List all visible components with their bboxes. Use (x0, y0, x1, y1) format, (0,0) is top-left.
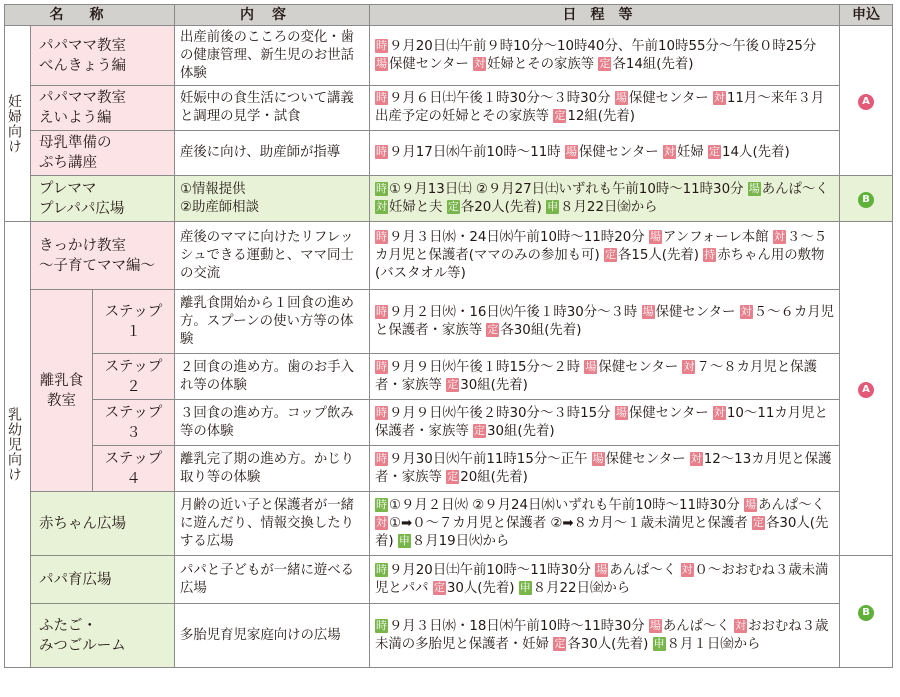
schedule-tag: 定 (752, 515, 764, 529)
schedule-tag: 対 (474, 56, 486, 70)
schedule-text: ８月22日㈮から (560, 199, 658, 215)
program-content (175, 222, 370, 290)
schedule-tag: 場 (585, 359, 597, 373)
schedule-tag: 時 (376, 562, 387, 576)
schedule-text: ９月３日㈬・24日㈬午前10時～11時20分 (389, 229, 649, 245)
table-row (5, 222, 893, 290)
apply-badge-a-icon: A (858, 382, 874, 398)
schedule-text: ９月９日㈫午後１時15分～２時 (389, 359, 585, 375)
schedule-tag: 対 (376, 199, 387, 213)
program-name-line: プレママ (39, 180, 97, 197)
apply-cell-a1 (840, 26, 893, 176)
schedule-text: ①９月２日㈫ ②９月24日㈬いずれも午前10時～11時30分 (389, 497, 745, 513)
apply-badge-b-icon: B (858, 192, 874, 208)
schedule-text: ８月１日㈮から (666, 636, 761, 652)
content-text: ２回食の進め方。歯のお手入れ等の体験 (180, 359, 355, 393)
program-name (31, 222, 175, 290)
header-schedule: 日程等 (370, 5, 840, 26)
schedule-text: 赤ちゃん用の敷物(バスタオル等) (375, 247, 825, 281)
program-name-line: きっかけ教室 (39, 237, 126, 254)
schedule-tag: 対 (681, 562, 693, 576)
program-name-line: ～子育てママ編～ (39, 257, 155, 274)
schedule-text: 各30人(先着) (567, 636, 653, 652)
schedule-tag: 申 (653, 636, 665, 650)
table-row (5, 492, 893, 556)
schedule-tag: 時 (376, 91, 387, 104)
program-name-line: みつごルーム (39, 637, 126, 654)
schedule-tag: 場 (649, 618, 661, 632)
schedule-tag: 定 (709, 145, 721, 158)
program-content (175, 354, 370, 400)
schedule-text: あんぱ～く (609, 562, 681, 578)
schedule-text: 妊婦と夫 (389, 199, 447, 215)
table-row (5, 131, 893, 176)
category-infant: 乳幼児向け (5, 222, 31, 668)
apply-badge-b-icon: B (858, 605, 874, 621)
schedule-tag: 時 (376, 229, 387, 243)
content-text: 産後に向け、助産師が指導 (180, 145, 341, 160)
program-name (31, 604, 175, 668)
schedule-tag: 定 (599, 56, 611, 70)
program-name-line: 母乳準備の (39, 135, 112, 151)
schedule-text: ０～おおむね３歳未満児とパパ (375, 562, 829, 596)
program-name-line: ステップ (104, 404, 163, 421)
schedule-tag: 場 (748, 181, 760, 195)
schedule-tag: 場 (642, 304, 654, 318)
program-name-line: べんきょう編 (39, 57, 126, 74)
content-text: 離乳食開始から１回食の進め方。スプーンの使い方等の体験 (180, 295, 355, 347)
program-name (31, 26, 175, 86)
schedule-tag: 定 (604, 247, 616, 261)
schedule-text: 30組(先着) (487, 423, 555, 439)
schedule-text: 保健センター (628, 91, 713, 106)
category-pregnant: 妊婦向け (5, 26, 31, 222)
program-name-line: ３ (126, 424, 141, 441)
schedule-tag: 定 (447, 377, 459, 391)
schedule-text: ①➡０～７カ月児と保護者 ②➡８カ月～１歳未満児と保護者 (389, 515, 752, 531)
table-row (5, 556, 893, 604)
program-name-line: 赤ちゃん広場 (39, 515, 126, 532)
program-name-line: ステップ (104, 450, 163, 467)
program-schedule (370, 290, 840, 354)
program-name (31, 492, 175, 556)
schedule-text: 30人(先着) (446, 580, 519, 596)
program-content (175, 176, 370, 222)
schedule-text: 各30人(先着) (375, 515, 829, 549)
program-content (175, 26, 370, 86)
schedule-tag: 時 (376, 497, 387, 511)
schedule-text: 保健センター (598, 359, 683, 375)
schedule-tag: 対 (683, 359, 695, 373)
program-name-line: １ (126, 323, 141, 340)
table-header-row (5, 5, 893, 26)
program-name-line: パパ育広場 (39, 571, 112, 588)
program-content (175, 131, 370, 176)
schedule-tag: 対 (713, 91, 725, 104)
schedule-text: あんぱ～く (662, 618, 735, 634)
program-schedule (370, 556, 840, 604)
schedule-text: 保健センター (389, 56, 474, 72)
program-schedule (370, 446, 840, 492)
schedule-tag: 時 (376, 181, 387, 195)
apply-badge-a-icon: A (858, 94, 874, 110)
schedule-text: 30組(先着) (460, 377, 528, 393)
program-schedule-table (4, 4, 893, 668)
header-content: 内容 (175, 5, 370, 26)
rinyu-group-label: 離乳食教室 (31, 290, 93, 492)
apply-cell-b2 (840, 556, 893, 668)
schedule-tag: 定 (447, 199, 459, 213)
schedule-text: 妊婦とその家族等 (487, 56, 599, 72)
schedule-tag: 対 (690, 451, 702, 465)
schedule-text: ７～８カ月児と保護者・家族等 (375, 359, 817, 393)
table-row (5, 400, 893, 446)
content-text: 月齢の近い子と保護者が一緒に遊んだり、情報交換したりする広場 (180, 497, 355, 549)
schedule-tag: 時 (376, 38, 387, 52)
program-content (175, 556, 370, 604)
program-schedule (370, 354, 840, 400)
schedule-text: ９月17日㈬午前10時～11時 (389, 145, 565, 160)
content-text: 出産前後のこころの変化・歯の健康管理、新生児のお世話体験 (180, 29, 355, 81)
schedule-tag: 定 (554, 109, 566, 122)
program-name-line: ぷち講座 (39, 155, 97, 171)
schedule-tag: 対 (773, 229, 785, 243)
program-name-line: ステップ (104, 303, 163, 320)
schedule-tag: 申 (519, 580, 531, 594)
schedule-text: ①９月13日㈯ ②９月27日㈯いずれも午前10時～11時30分 (389, 181, 748, 197)
content-text: ①情報提供 (180, 181, 246, 197)
program-name-line: ２ (126, 378, 141, 395)
schedule-text: アンフォーレ本館 (662, 229, 773, 245)
schedule-tag: 対 (735, 618, 747, 632)
schedule-text: ９月３日㈬・18日㈭午前10時～11時30分 (389, 618, 649, 634)
table-row (5, 26, 893, 86)
schedule-tag: 時 (376, 451, 387, 465)
schedule-text: 20組(先着) (460, 469, 528, 485)
header-name: 名称 (5, 5, 175, 26)
schedule-text: 保健センター (578, 145, 663, 160)
schedule-text: おおむね３歳未満の多胎児と保護者・妊婦 (375, 618, 829, 652)
schedule-tag: 申 (398, 533, 410, 547)
program-name (31, 556, 175, 604)
step-name (93, 354, 175, 400)
table-row (5, 604, 893, 668)
schedule-tag: 場 (615, 405, 627, 419)
schedule-tag: 時 (376, 304, 387, 318)
table-row (5, 446, 893, 492)
schedule-text: 各15人(先着) (617, 247, 704, 263)
schedule-tag: 場 (376, 56, 387, 70)
program-content (175, 86, 370, 131)
step-name (93, 290, 175, 354)
schedule-tag: 対 (663, 145, 675, 158)
content-text: 産後のママに向けたリフレッシュできる運動と、ママ同士の交流 (180, 229, 354, 281)
program-name (31, 131, 175, 176)
program-schedule (370, 492, 840, 556)
program-schedule (370, 26, 840, 86)
schedule-tag: 持 (704, 247, 716, 261)
schedule-text: 保健センター (605, 451, 690, 467)
schedule-text: 保健センター (655, 304, 740, 320)
apply-cell-a2 (840, 222, 893, 556)
schedule-tag: 対 (740, 304, 752, 318)
schedule-tag: 定 (487, 322, 499, 336)
schedule-tag: 場 (596, 562, 608, 576)
schedule-text: ９月20日㈯午前９時10分～10時40分、午前10時55分～午後０時25分 (389, 38, 817, 54)
program-content (175, 290, 370, 354)
program-name (31, 86, 175, 131)
apply-cell-b1 (840, 176, 893, 222)
step-name (93, 446, 175, 492)
schedule-tag: 定 (433, 580, 445, 594)
program-name-line: ステップ (104, 358, 163, 375)
schedule-text: ９月２日㈫・16日㈫午後１時30分～３時 (389, 304, 642, 320)
program-content (175, 604, 370, 668)
schedule-text: 14人(先着) (722, 145, 790, 160)
schedule-text: ９月30日㈫午前11時15分～正午 (389, 451, 592, 467)
program-name-line: パパママ教室 (39, 90, 126, 106)
schedule-text: ８月19日㈫から (411, 533, 510, 549)
schedule-text: ８月22日㈮から (532, 580, 631, 596)
schedule-tag: 対 (713, 405, 725, 419)
program-schedule (370, 222, 840, 290)
schedule-tag: 時 (376, 618, 387, 632)
program-schedule (370, 400, 840, 446)
schedule-text: 11月～来年３月出産予定の妊婦とその家族等 (375, 91, 825, 124)
program-content (175, 492, 370, 556)
program-content (175, 400, 370, 446)
schedule-text: ３～５カ月児と保護者(ママのみの参加も可) (375, 229, 827, 263)
schedule-text: 各30組(先着) (500, 322, 582, 338)
schedule-tag: 対 (376, 515, 387, 529)
schedule-tag: 場 (649, 229, 661, 243)
table-row (5, 176, 893, 222)
schedule-text: あんぱ～く (758, 497, 826, 513)
schedule-text: ９月20日㈯午前10時～11時30分 (389, 562, 596, 578)
schedule-text: 10～11カ月児と保護者・家族等 (375, 405, 828, 439)
schedule-tag: 場 (615, 91, 627, 104)
header-apply: 申込 (840, 5, 893, 26)
schedule-tag: 定 (554, 636, 566, 650)
content-text: 多胎児育児家庭向けの広場 (180, 627, 341, 643)
program-schedule (370, 604, 840, 668)
schedule-text: ９月６日㈯午後１時30分～３時30分 (389, 91, 615, 106)
schedule-text: あんぱ～く (761, 181, 829, 197)
step-name (93, 400, 175, 446)
program-name-line: パパママ教室 (39, 37, 126, 54)
content-text: 妊娠中の食生活について講義と調理の見学・試食 (180, 91, 354, 124)
schedule-tag: 場 (592, 451, 604, 465)
content-text: ②助産師相談 (180, 199, 259, 215)
program-name-line: ４ (126, 470, 141, 487)
table-row (5, 354, 893, 400)
schedule-tag: 定 (447, 469, 459, 483)
content-text: ３回食の進め方。コップ飲み等の体験 (180, 405, 354, 439)
content-text: 離乳完了期の進め方。かじり取り等の体験 (180, 451, 355, 485)
program-name (31, 176, 175, 222)
schedule-tag: 時 (376, 359, 387, 373)
schedule-text: 各20人(先着) (460, 199, 547, 215)
schedule-tag: 場 (745, 497, 757, 511)
program-schedule (370, 131, 840, 176)
program-content (175, 446, 370, 492)
schedule-text: 12～13カ月児と保護者・家族等 (375, 451, 832, 485)
schedule-tag: 申 (547, 199, 559, 213)
schedule-tag: 時 (376, 145, 387, 158)
table-row (5, 290, 893, 354)
content-text: パパと子どもが一緒に遊べる広場 (180, 562, 355, 596)
schedule-text: 妊婦 (676, 145, 709, 160)
program-name-line: プレパパ広場 (39, 200, 125, 217)
schedule-text: ５～６カ月児と保護者・家族等 (375, 304, 835, 338)
schedule-text: ９月９日㈫午後２時30分～３時15分 (389, 405, 615, 421)
schedule-tag: 定 (474, 423, 485, 437)
program-schedule (370, 176, 840, 222)
schedule-tag: 時 (376, 405, 387, 419)
table-row (5, 86, 893, 131)
program-name-line: えいよう編 (39, 110, 112, 126)
program-name-line: ふたご・ (39, 617, 97, 634)
schedule-tag: 場 (565, 145, 577, 158)
schedule-text: 保健センター (628, 405, 713, 421)
schedule-text: 12組(先着) (567, 109, 636, 124)
schedule-text: 各14組(先着) (612, 56, 694, 72)
program-schedule (370, 86, 840, 131)
